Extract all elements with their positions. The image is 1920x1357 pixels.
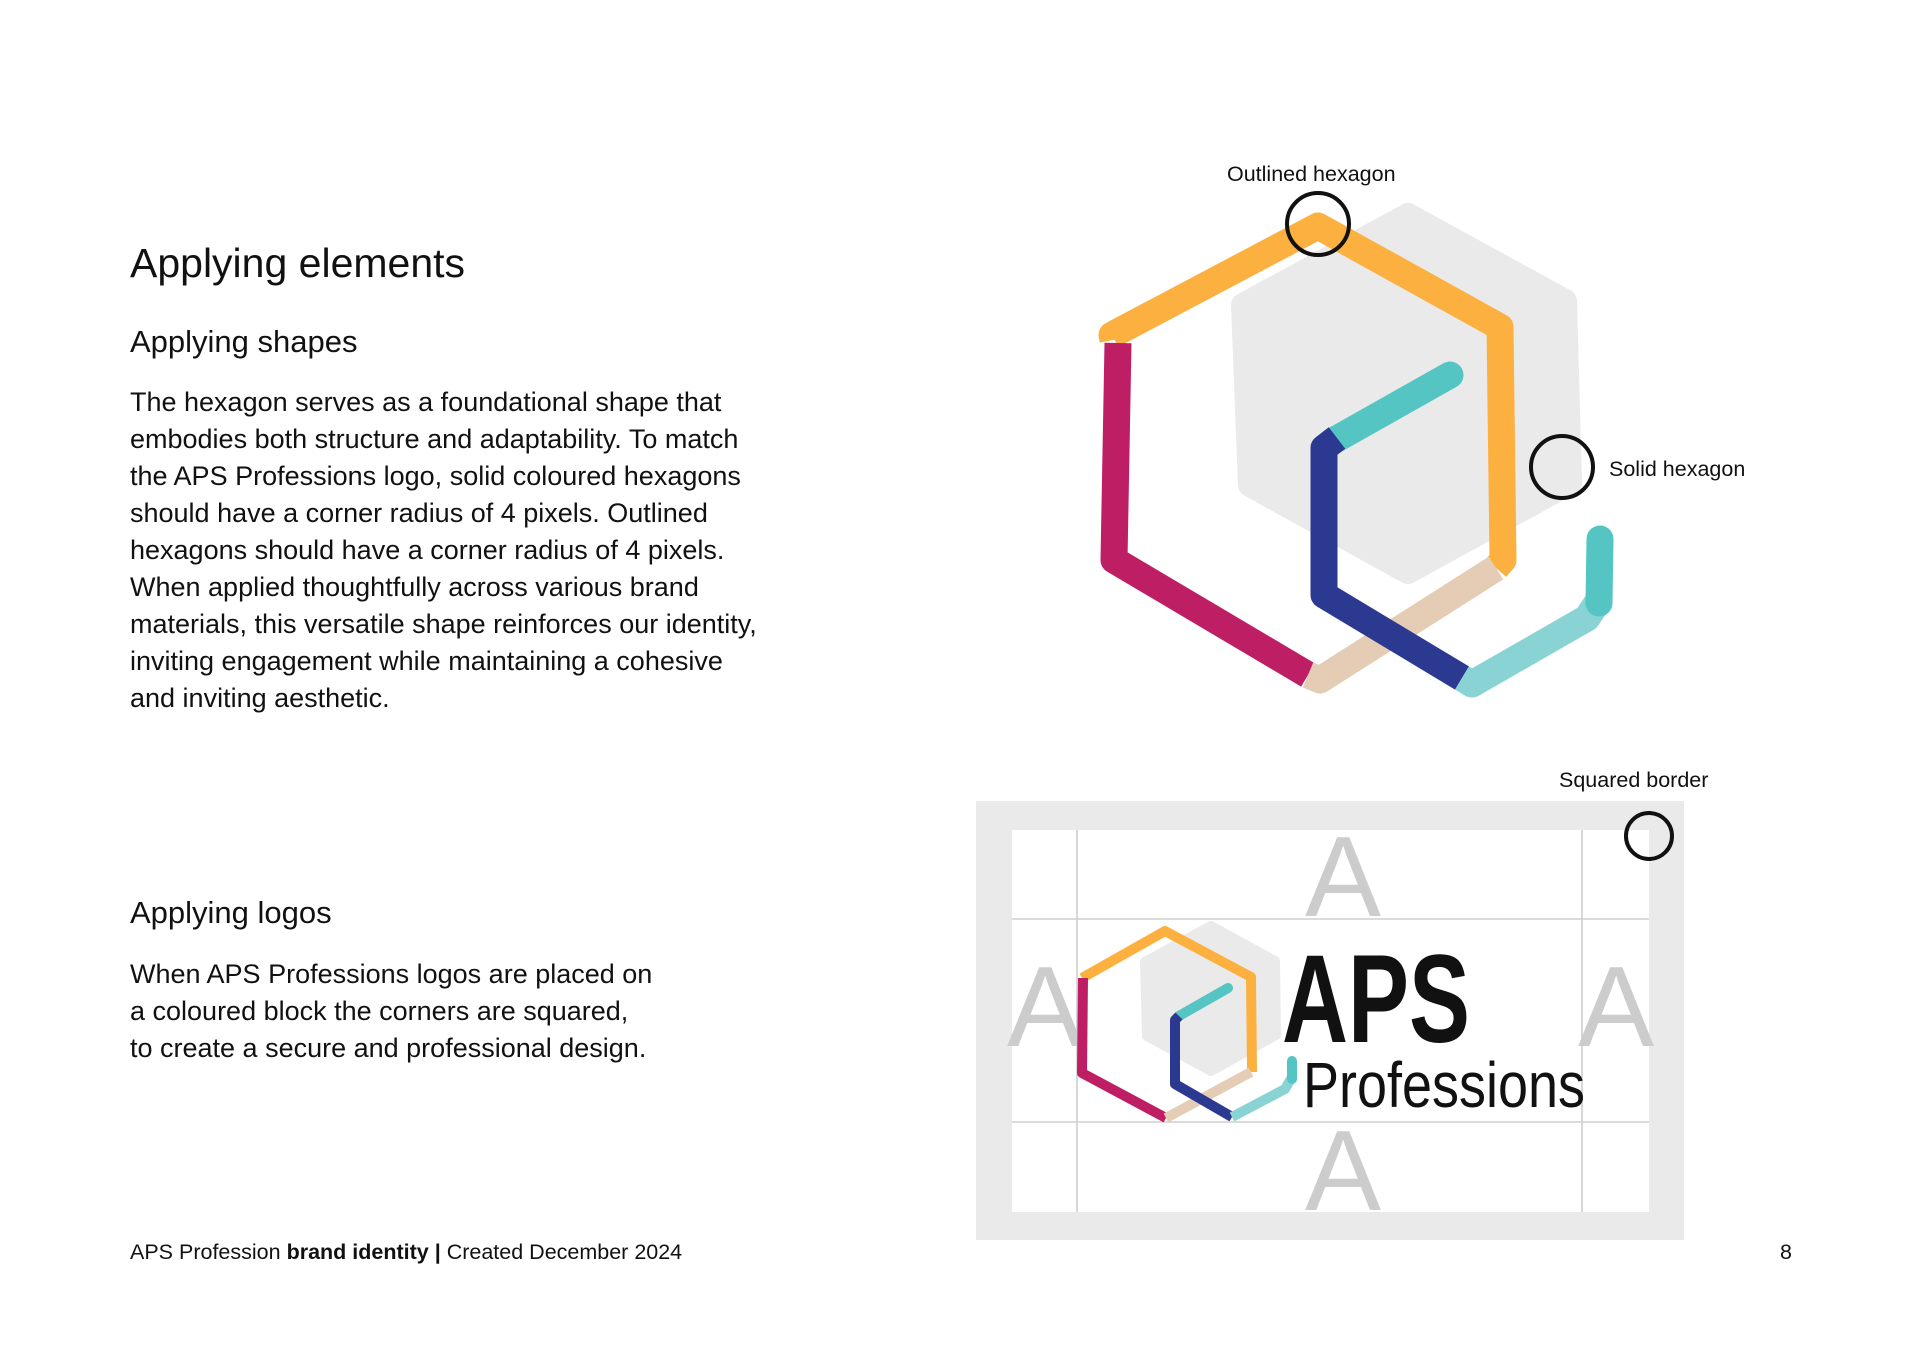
clearspace-letter-bottom: A <box>1304 1108 1382 1235</box>
page-title: Applying elements <box>130 240 466 286</box>
footer-separator: | <box>434 1240 441 1264</box>
logos-body: When APS Professions logos are placed on a coloured block the corners are squared, to create a secure and professional design. <box>130 959 653 1063</box>
footer-brand: APS Profession <box>130 1240 281 1264</box>
logo-wordmark: APS <box>1282 930 1470 1069</box>
squared-border-label: Squared border <box>1559 768 1709 792</box>
shapes-heading: Applying shapes <box>130 324 358 359</box>
hexagon-light-teal-segment <box>1462 600 1599 684</box>
outlined-hexagon-label: Outlined hexagon <box>1227 162 1396 186</box>
footer-created: Created December 2024 <box>446 1240 683 1264</box>
clearspace-letter-right: A <box>1577 944 1655 1071</box>
page-number: 8 <box>1780 1240 1792 1264</box>
hexagon-teal-end <box>1599 539 1600 603</box>
shapes-body: The hexagon serves as a foundational shape that embodies both structure and adaptability. To match the APS Professions logo, solid coloured hexagons should have a corner radius of 4 pixels. Outlined hexagons should have a corner radius of 4 pixels. When applied thoughtfully across various brand materials, this versatile shape reinforces our identity, inviting engagement while maintaining a cohesive and inviting aesthetic. <box>130 387 757 713</box>
logos-heading: Applying logos <box>130 895 332 930</box>
footer-credit <box>130 1240 682 1265</box>
logo-subline: Professions <box>1303 1049 1585 1121</box>
solid-hexagon-label: Solid hexagon <box>1609 457 1746 481</box>
clearspace-letter-left: A <box>1006 944 1084 1071</box>
clearspace-letter-top: A <box>1304 814 1382 941</box>
footer-brand-identity: brand identity <box>286 1240 429 1264</box>
